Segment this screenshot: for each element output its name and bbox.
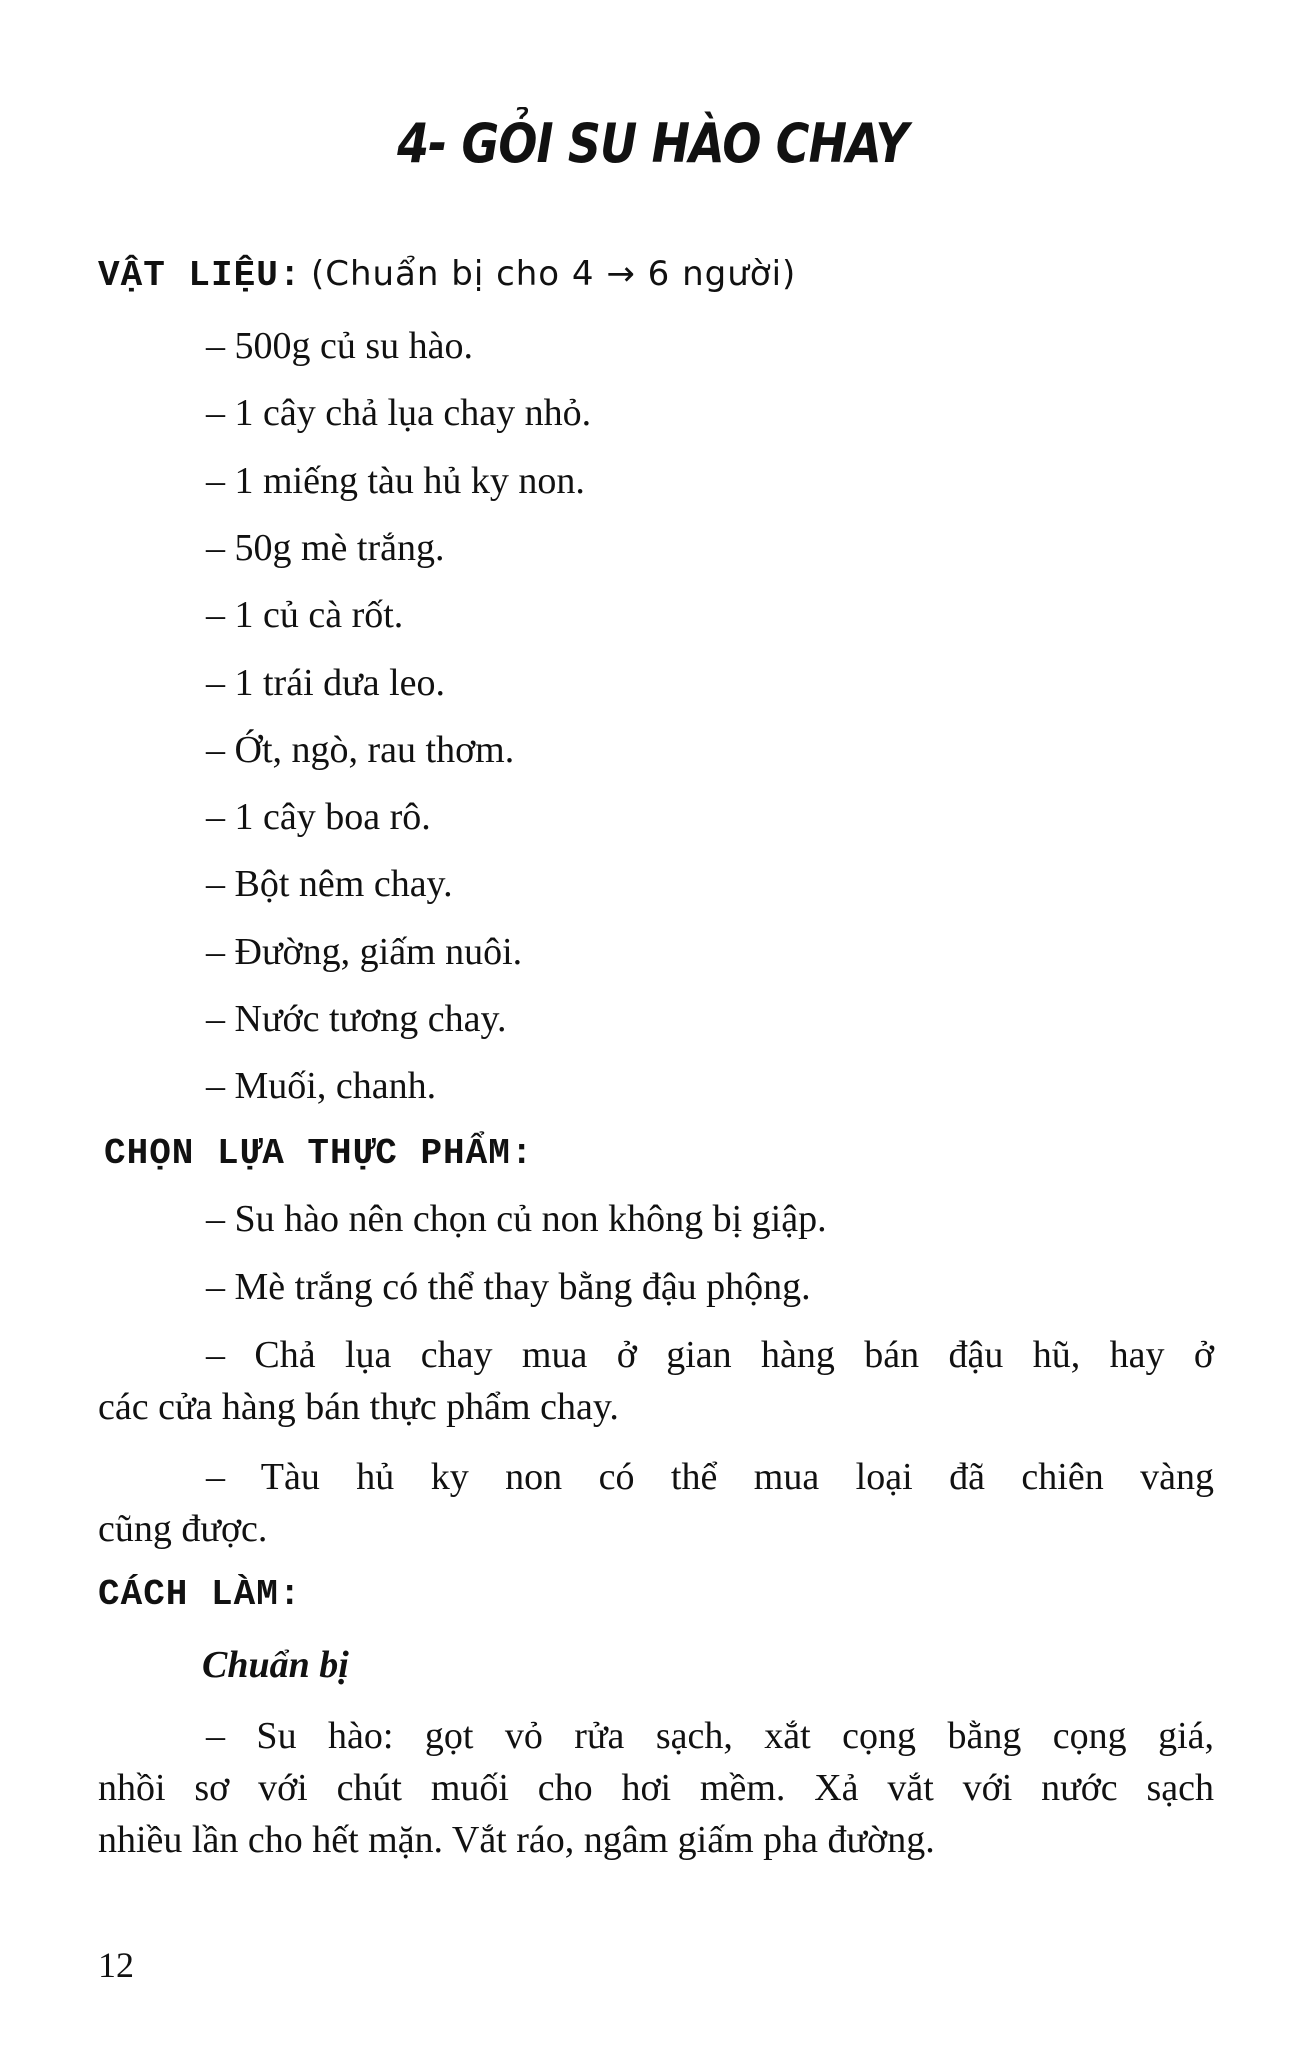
ingredient-item: – 1 trái dưa leo. bbox=[206, 661, 446, 704]
paragraph-line: – Chả lụa chay mua ở gian hàng bán đậu hũ, hay ở bbox=[206, 1334, 1214, 1376]
ingredient-item: – 1 cây chả lụa chay nhỏ. bbox=[206, 392, 592, 435]
materials-heading-line bbox=[98, 250, 796, 299]
ingredient-item: – 1 cây boa rô. bbox=[206, 796, 431, 839]
list-item: – Su hào nên chọn củ non không bị giập. bbox=[206, 1198, 827, 1240]
ingredient-item: – Ớt, ngò, rau thơm. bbox=[206, 728, 515, 771]
ingredient-item: – Đường, giấm nuôi. bbox=[206, 930, 523, 973]
ingredient-item: – Muối, chanh. bbox=[206, 1065, 437, 1108]
materials-heading: VẬT LIỆU: bbox=[98, 255, 302, 296]
selection-heading: CHỌN LỰA THỰC PHẨM: bbox=[104, 1133, 534, 1174]
list-item: – Mè trắng có thể thay bằng đậu phộng. bbox=[206, 1266, 811, 1308]
paragraph-line: – Tàu hủ ky non có thể mua loại đã chiên vàng bbox=[206, 1456, 1214, 1498]
ingredient-item: – 1 củ cà rốt. bbox=[206, 594, 404, 637]
paragraph-line: cũng được. bbox=[98, 1508, 268, 1550]
paragraph-line: các cửa hàng bán thực phẩm chay. bbox=[98, 1386, 619, 1428]
paragraph-line: nhồi sơ với chút muối cho hơi mềm. Xả vắt với nước sạch bbox=[98, 1767, 1214, 1809]
paragraph-line: – Su hào: gọt vỏ rửa sạch, xắt cọng bằng cọng giá, bbox=[206, 1715, 1214, 1757]
ingredient-item: – 50g mè trắng. bbox=[206, 526, 445, 569]
method-subheading: Chuẩn bị bbox=[202, 1644, 349, 1686]
ingredient-item: – 500g củ su hào. bbox=[206, 325, 474, 367]
page-number: 12 bbox=[98, 1945, 134, 1985]
paragraph-line: nhiều lần cho hết mặn. Vắt ráo, ngâm giấm pha đường. bbox=[98, 1819, 935, 1861]
servings-note: (Chuẩn bị cho 4 → 6 người) bbox=[310, 254, 797, 294]
ingredient-item: – 1 miếng tàu hủ ky non. bbox=[206, 459, 585, 502]
recipe-title: 4- GỎI SU HÀO CHAY bbox=[397, 112, 908, 175]
method-heading: CÁCH LÀM: bbox=[98, 1574, 302, 1615]
ingredient-item: – Bột nêm chay. bbox=[206, 863, 453, 906]
ingredient-item: – Nước tương chay. bbox=[206, 998, 507, 1040]
